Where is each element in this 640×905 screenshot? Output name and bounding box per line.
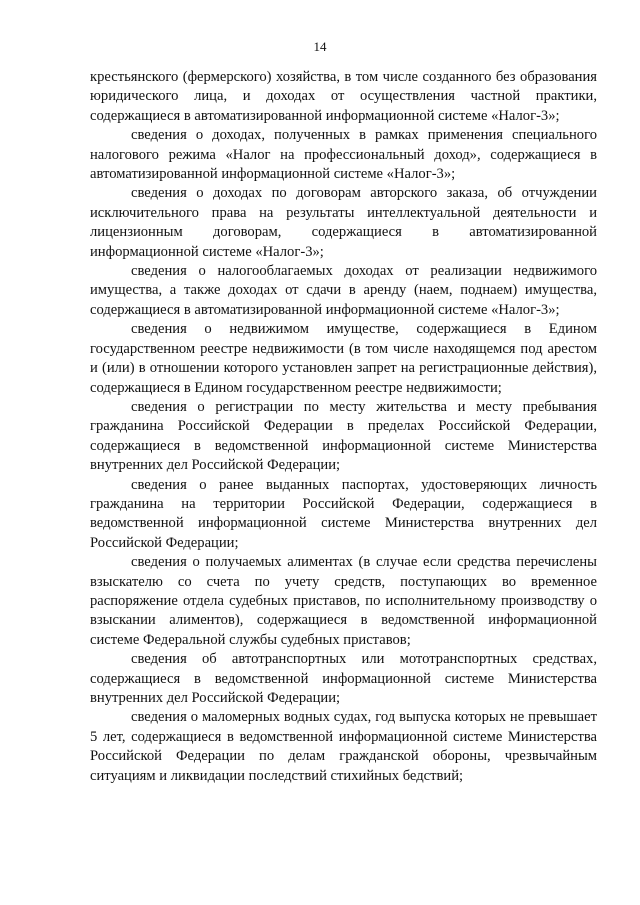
document-body <box>90 68 597 786</box>
paragraph-real-estate-income: сведения о налогооблагаемых доходах от реализации недвижимого имущества, а также доходах от сдачи в аренду (наем, поднаем) имущества, содержащиеся в автоматизированной информационной системе «Налог-3»; <box>90 263 597 318</box>
paragraph-professional-income: сведения о доходах, полученных в рамках применения специального налогового режима «Налог на профессиональный доход», содержащиеся в автоматизированной информационной системе «Налог-3»; <box>90 127 597 183</box>
paragraph-alimony: сведения о получаемых алиментах (в случае если средства перечислены взыскателю со счета по учету средств, поступающих во временное распоряжение отдела судебных приставов, по исполнительному производству о взыскании алиментов), содержащиеся в ведомственной информационной системе Федеральной службы судебных приставов; <box>90 554 597 648</box>
paragraph-real-estate-register: сведения о недвижимом имуществе, содержащиеся в Едином государственном реестре недвижимости (в том числе находящемся под арестом и (или) в отношении которого установлен запрет на регистрационные действия), содержащиеся в Едином государственном реестре недвижимости; <box>90 321 597 396</box>
paragraph-residence-registration: сведения о регистрации по месту жительства и месту пребывания гражданина Российской Федерации в пределах Российской Федерации, содержащиеся в ведомственной информационной системе Министерства внутренних дел Российской Федерации; <box>90 398 597 474</box>
paragraph-author-contracts: сведения о доходах по договорам авторского заказа, об отчуждении исключительного права на результаты интеллектуальной деятельности и лицензионным договорам, содержащиеся в автоматизированной информационной системе «Налог-3»; <box>90 185 597 260</box>
paragraph-small-vessels: сведения о маломерных водных судах, год выпуска которых не превышает 5 лет, содержащиеся в ведомственной информационной системе Министерства Российской Федерации по делам гражданской обороны, чрезвычайным ситуациям и ликвидации последствий стихийных бедствий; <box>90 709 597 784</box>
page-number: 14 <box>313 39 327 54</box>
paragraph-passports: сведения о ранее выданных паспортах, удостоверяющих личность гражданина на территории Российской Федерации, содержащиеся в ведомственной информационной системе Министерства внутренних дел Российской Федерации; <box>90 476 597 551</box>
paragraph-vehicles: сведения об автотранспортных или мототранспортных средствах, содержащиеся в ведомственной информационной системе Министерства внутренних дел Российской Федерации; <box>90 651 597 706</box>
paragraph-continuation: крестьянского (фермерского) хозяйства, в том числе созданного без образования юридического лица, и доходах от осуществления частной практики, содержащиеся в автоматизированной информационной системе «Налог-3»; <box>90 69 597 124</box>
